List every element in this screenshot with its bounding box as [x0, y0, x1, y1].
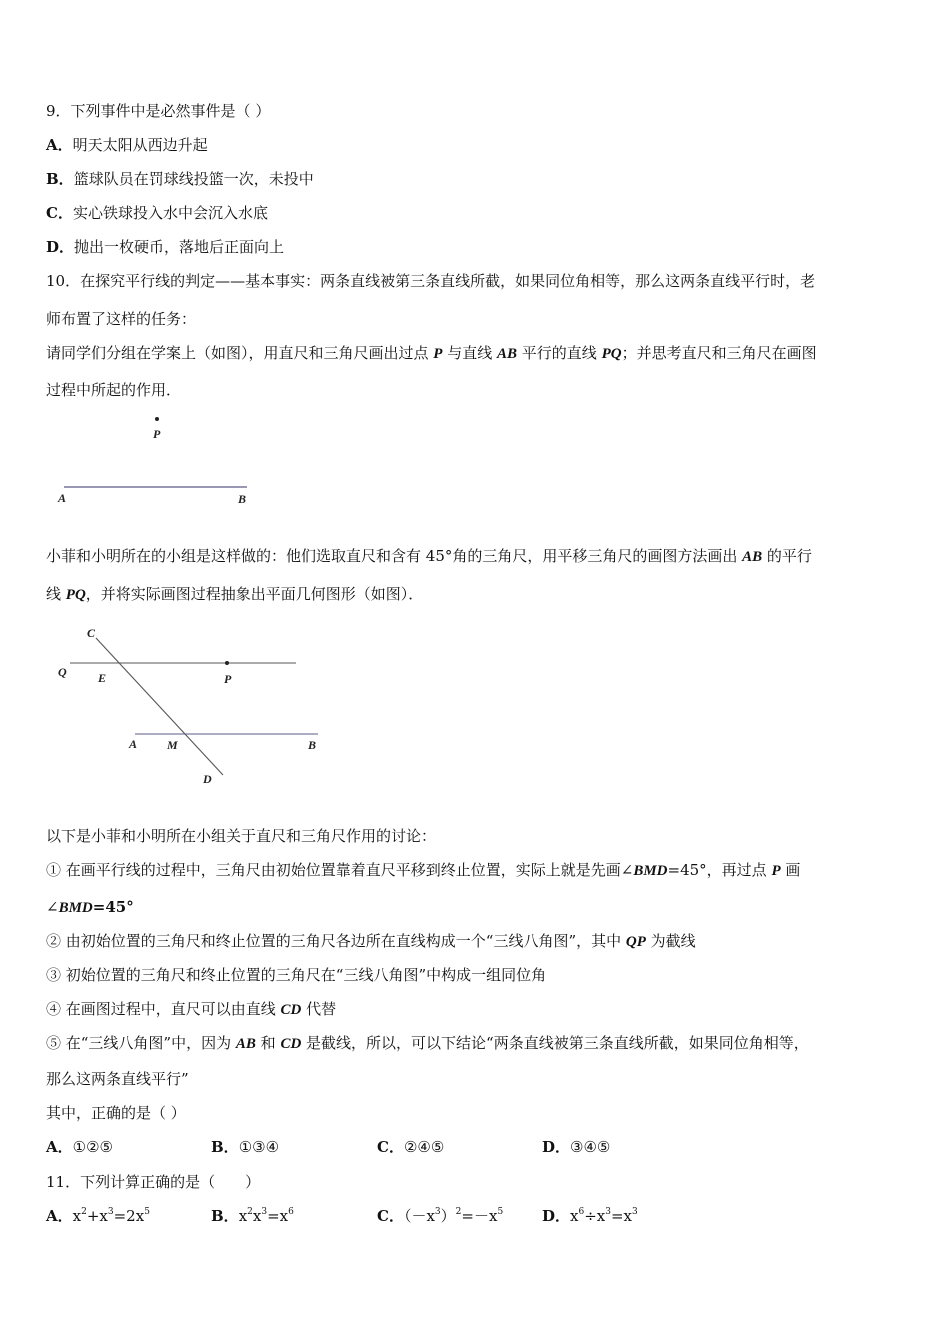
- q11-stem: 11．下列计算正确的是（ ）: [46, 1173, 261, 1191]
- q10-item3: ③ 初始位置的三角尺和终止位置的三角尺在“三线八角图”中构成一组同位角: [46, 966, 547, 984]
- q10-option-b: B．①③④: [211, 1138, 280, 1156]
- fig2-label-d: D: [203, 772, 212, 786]
- point-p-dot: [155, 417, 159, 421]
- fig2-label-e: E: [98, 671, 107, 685]
- fig2-label-b: B: [308, 738, 317, 752]
- fig2-label-a: A: [129, 737, 138, 751]
- fig2-label-p: P: [224, 672, 232, 686]
- q10-which: 其中，正确的是（ ）: [46, 1104, 186, 1122]
- q10-item4: ④ 在画图过程中，直尺可以由直线 CD 代替: [46, 1000, 337, 1018]
- q9-option-d: D．抛出一枚硬币，落地后正面向上: [46, 238, 285, 256]
- q10-option-d: D．③④⑤: [542, 1138, 611, 1156]
- q10-item5-line2: 那么这两条直线平行”: [46, 1070, 189, 1088]
- q10-item1-line1: ① 在画平行线的过程中，三角尺由初始位置靠着直尺平移到终止位置，实际上就是先画∠BMD=45°，再过点 P 画: [46, 861, 801, 879]
- q10-item5-line1: ⑤ 在“三线八角图”中，因为 AB 和 CD 是截线，所以，可以下结论“两条直线被第三条直线所截，如果同位角相等，: [46, 1034, 809, 1052]
- q10-stem-line1: 10．在探究平行线的判定——基本事实：两条直线被第三条直线所截，如果同位角相等，那么这两条直线平行时，老: [46, 272, 816, 290]
- q10-discussion-intro: 以下是小菲和小明所在小组关于直尺和三角尺作用的讨论：: [46, 827, 437, 845]
- fig1-label-b: B: [238, 492, 247, 506]
- q10-item2: ② 由初始位置的三角尺和终止位置的三角尺各边所在直线构成一个“三线八角图”，其中 QP 为截线: [46, 932, 696, 950]
- figure-2: [50, 620, 330, 790]
- q10-option-c: C．②④⑤: [377, 1138, 445, 1156]
- q10-task-line2: 过程中所起的作用．: [46, 381, 182, 399]
- q11-option-c: C．$(-x^3)^2=-x^5$: [377, 1207, 504, 1225]
- q10-item1-line2: ∠BMD=45°: [46, 898, 134, 916]
- q9-option-a: A．明天太阳从西边升起: [46, 136, 208, 154]
- fig1-label-p: P: [153, 427, 161, 441]
- fig2-label-q: Q: [58, 665, 67, 679]
- fig2-label-c: C: [87, 626, 96, 640]
- line-cd: [96, 638, 223, 775]
- q11-option-b: B．$x^2x^3=x^6$: [211, 1207, 294, 1225]
- fig1-label-a: A: [58, 491, 67, 505]
- q10-stem-line2: 师布置了这样的任务：: [46, 310, 197, 328]
- q9-stem: 9．下列事件中是必然事件是（ ）: [46, 102, 271, 120]
- point-p-dot: [225, 661, 229, 665]
- figure-1: [50, 408, 260, 508]
- q10-group-line2: 线 PQ，并将实际画图过程抽象出平面几何图形（如图）．: [46, 585, 424, 603]
- q10-task-line1: 请同学们分组在学案上（如图），用直尺和三角尺画出过点 P 与直线 AB 平行的直线 PQ；并思考直尺和三角尺在画图: [46, 344, 817, 362]
- q10-group-line1: 小菲和小明所在的小组是这样做的：他们选取直尺和含有 45°角的三角尺，用平移三角尺的画图方法画出 AB 的平行: [46, 547, 812, 565]
- q9-option-c: C．实心铁球投入水中会沉入水底: [46, 204, 268, 222]
- q11-option-a: A．$x^2+x^3=2x^5$: [46, 1207, 150, 1225]
- q11-option-d: D．$x^6\div x^3=x^3$: [542, 1207, 638, 1225]
- fig2-label-m: M: [167, 738, 178, 752]
- q9-option-b: B．篮球队员在罚球线投篮一次，未投中: [46, 170, 314, 188]
- q10-option-a: A．①②⑤: [46, 1138, 113, 1156]
